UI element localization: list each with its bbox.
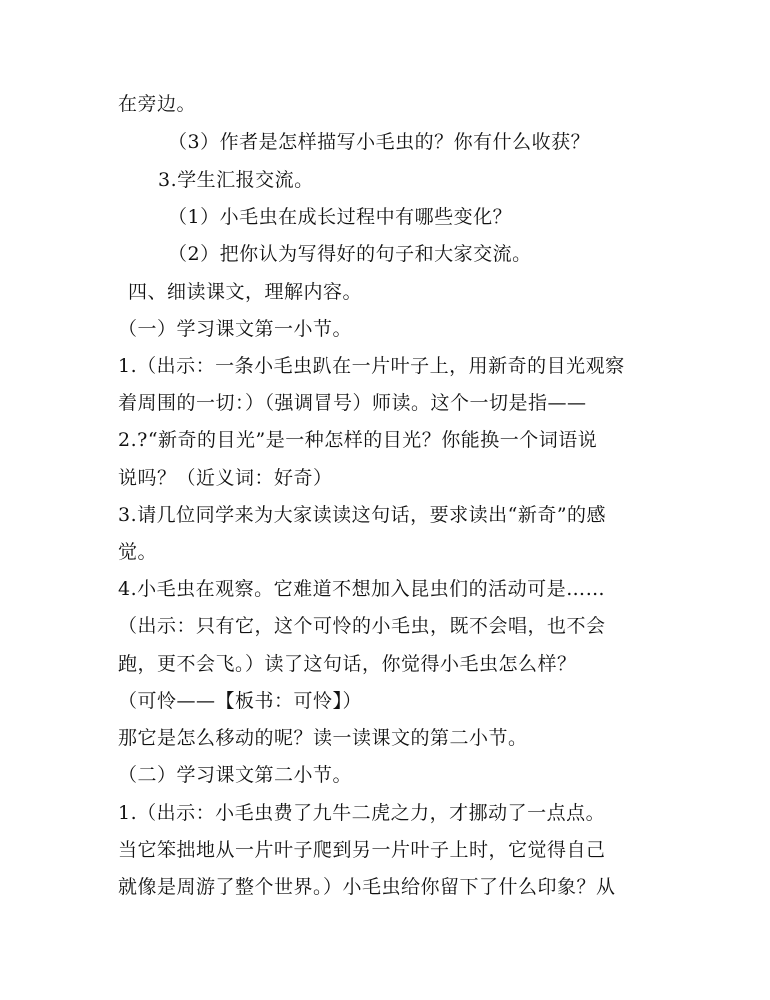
text-line-7: （一）学习课文第一小节。 [118,318,353,340]
text-line-1: 在旁边。 [118,93,197,115]
text-line-4: （1）小毛虫在成长过程中有哪些变化？ [168,206,513,228]
text-line-8: 1.（出示：一条小毛虫趴在一片叶子上，用新奇的目光观察 [118,355,625,377]
text-line-21: 当它笨拙地从一片叶子爬到另一片叶子上时，它觉得自己 [118,839,606,861]
text-line-15: （出示：只有它，这个可怜的小毛虫，既不会唱，也不会 [118,615,606,637]
text-line-13: 觉。 [118,541,158,563]
text-line-9: 着周围的一切：）（强调冒号）师读。这个一切是指—— [118,392,587,414]
text-line-11: 说吗？（近义词：好奇） [118,467,333,489]
text-line-20: 1.（出示：小毛虫费了九牛二虎之力，才挪动了一点点。 [118,802,606,824]
text-line-18: 那它是怎么移动的呢？读一读课文的第二小节。 [118,727,528,749]
text-line-6: 四、细读课文，理解内容。 [128,281,363,303]
text-line-12: 3.请几位同学来为大家读读这句话，要求读出“新奇”的感 [118,504,607,526]
text-line-16: 跑，更不会飞。）读了这句话，你觉得小毛虫怎么样？ [118,653,577,675]
text-line-10: 2.?“新奇的目光”是一种怎样的目光？你能换一个词语说 [118,429,598,451]
text-line-14: 4.小毛虫在观察。它难道不想加入昆虫们的活动可是…… [118,578,606,600]
text-line-2: （3）作者是怎样描写小毛虫的？你有什么收获？ [168,131,591,153]
text-line-3: 3.学生汇报交流。 [158,169,314,191]
text-line-19: （二）学习课文第二小节。 [118,764,353,786]
text-line-17: （可怜——【板书：可怜】） [118,690,363,712]
text-line-22: 就像是周游了整个世界。）小毛虫给你留下了什么印象？从 [118,876,616,898]
text-line-5: （2）把你认为写得好的句子和大家交流。 [168,243,532,265]
